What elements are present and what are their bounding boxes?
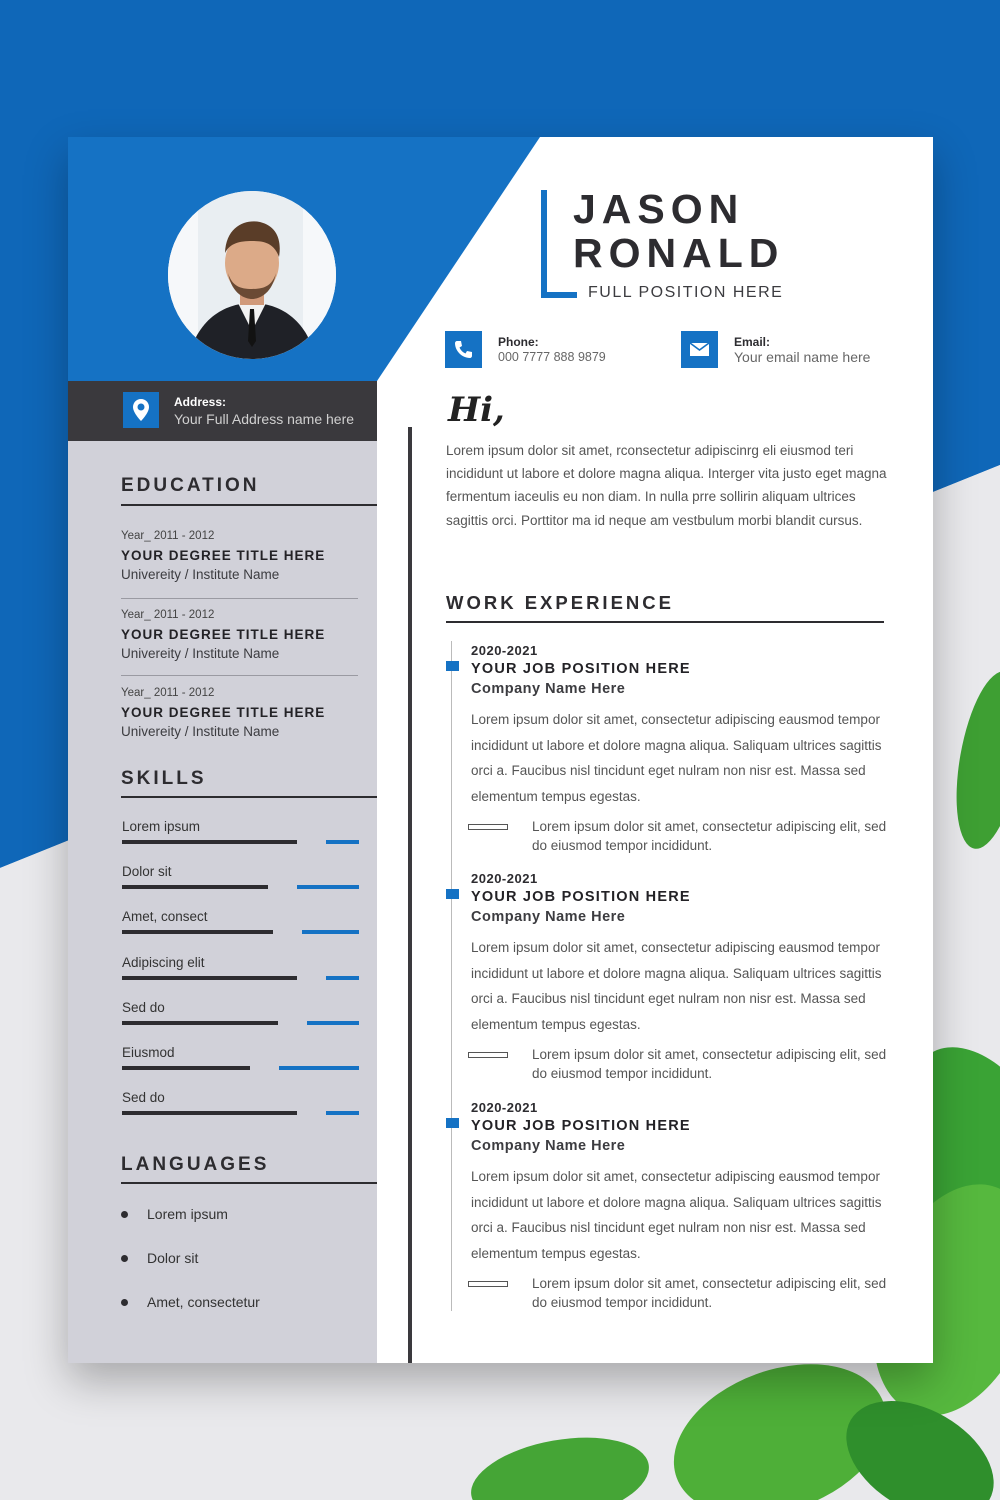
education-item bbox=[121, 526, 361, 584]
timeline-marker bbox=[446, 889, 459, 899]
job-title: YOUR JOB POSITION HERE bbox=[471, 889, 691, 905]
job-date: 2020-2021 bbox=[471, 871, 538, 886]
job-note-text: Lorem ipsum dolor sit amet, consectetur adipiscing elit, sed do eiusmod tempor incididunt. bbox=[532, 818, 887, 854]
education-institute: Univereity / Institute Name bbox=[121, 646, 280, 661]
timeline-line bbox=[451, 641, 452, 1311]
skill-row bbox=[121, 955, 361, 989]
phone-icon bbox=[445, 331, 482, 368]
address-bar bbox=[68, 381, 377, 441]
languages-title: LANGUAGES bbox=[121, 1154, 270, 1175]
skill-name: Dolor sit bbox=[122, 864, 172, 880]
skill-name: Adipiscing elit bbox=[122, 954, 205, 970]
job-entry bbox=[471, 870, 896, 1084]
language-item bbox=[121, 1206, 228, 1222]
job-note-text: Lorem ipsum dolor sit amet, consectetur adipiscing elit, sed do eiusmod tempor incididunt. bbox=[532, 1046, 887, 1082]
intro-text: Lorem ipsum dolor sit amet, rconsectetur adipiscinrg eli eiusmod teri incididunt ut labore et dolore magna aliqua. Interger vita justo eget magna fermentum iaceulis eu non diam. In nulla prre sollirin aliquam ultrices sagittis orci. Porttitor ma id neque am vestbulum morbi blandit cursus. bbox=[446, 443, 887, 528]
language-label: Dolor sit bbox=[147, 1250, 199, 1266]
portrait-photo-icon bbox=[168, 191, 336, 359]
job-note bbox=[471, 817, 896, 856]
language-item bbox=[121, 1250, 198, 1266]
phone-value: 000 7777 888 9879 bbox=[498, 350, 606, 364]
name-bracket bbox=[541, 190, 577, 298]
languages-rule bbox=[121, 1182, 377, 1184]
person-name bbox=[573, 187, 784, 275]
last-name: RONALD bbox=[573, 230, 785, 276]
skill-accent-bar bbox=[302, 930, 359, 934]
greeting: Hi, bbox=[448, 390, 505, 430]
job-title: YOUR JOB POSITION HERE bbox=[471, 661, 691, 677]
skill-row bbox=[121, 1045, 361, 1079]
address-label: Address: bbox=[174, 395, 227, 409]
skills-rule bbox=[121, 796, 377, 798]
bar-icon bbox=[468, 1052, 508, 1058]
language-label: Amet, consectetur bbox=[147, 1294, 260, 1310]
skill-bar bbox=[122, 1021, 278, 1025]
skill-bar bbox=[122, 930, 273, 934]
skill-accent-bar bbox=[307, 1021, 359, 1025]
language-item bbox=[121, 1294, 260, 1310]
job-note bbox=[471, 1274, 896, 1313]
skill-row bbox=[121, 819, 361, 853]
job-entry bbox=[471, 642, 896, 856]
location-pin-icon bbox=[123, 392, 159, 428]
skill-name: Sed do bbox=[122, 1090, 165, 1106]
first-name: JASON bbox=[573, 186, 745, 232]
skill-name: Sed do bbox=[122, 999, 165, 1015]
bullet-icon bbox=[121, 1255, 128, 1262]
language-label: Lorem ipsum bbox=[147, 1206, 228, 1222]
job-note bbox=[471, 1045, 896, 1084]
skill-row bbox=[121, 1090, 361, 1124]
education-divider bbox=[121, 675, 358, 676]
work-experience-rule bbox=[446, 621, 884, 623]
bar-icon bbox=[468, 1281, 508, 1287]
job-date: 2020-2021 bbox=[471, 1100, 538, 1115]
address-value: Your Full Address name here bbox=[174, 411, 355, 427]
email-label: Email: bbox=[734, 335, 771, 349]
column-divider bbox=[408, 427, 412, 1363]
skill-accent-bar bbox=[297, 885, 359, 889]
education-degree: YOUR DEGREE TITLE HERE bbox=[121, 548, 326, 563]
skill-name: Lorem ipsum bbox=[122, 819, 201, 834]
envelope-icon bbox=[681, 331, 718, 368]
bullet-icon bbox=[121, 1211, 128, 1218]
bar-icon bbox=[468, 824, 508, 830]
skill-bar bbox=[122, 885, 268, 889]
bullet-icon bbox=[121, 1299, 128, 1306]
skill-bar bbox=[122, 840, 297, 844]
timeline-marker bbox=[446, 661, 459, 671]
resume-page bbox=[68, 137, 933, 1363]
phone-label: Phone: bbox=[498, 335, 539, 349]
education-item bbox=[121, 683, 361, 741]
email-value: Your email name here bbox=[734, 349, 871, 365]
education-institute: Univereity / Institute Name bbox=[121, 567, 280, 582]
job-description: Lorem ipsum dolor sit amet, consectetur adipiscing eausmod tempor incididunt ut labore et dolore magna aliqua. Saliquam ultrices sagittis orci a. Faucibus nisl tincidunt eget nulram non nisr est. Massa sed elementum tempus egestas. bbox=[471, 940, 882, 1033]
job-entry bbox=[471, 1099, 896, 1313]
education-degree: YOUR DEGREE TITLE HERE bbox=[121, 627, 326, 642]
timeline-marker bbox=[446, 1118, 459, 1128]
work-experience-title: WORK EXPERIENCE bbox=[446, 592, 674, 613]
skill-accent-bar bbox=[326, 976, 359, 980]
skill-name: Eiusmod bbox=[122, 1045, 175, 1060]
company-name: Company Name Here bbox=[471, 1138, 626, 1154]
job-date: 2020-2021 bbox=[471, 643, 538, 658]
education-title: EDUCATION bbox=[121, 475, 260, 496]
skill-bar bbox=[122, 1066, 250, 1070]
education-year: Year_ 2011 - 2012 bbox=[121, 530, 215, 542]
skills-title: SKILLS bbox=[121, 768, 207, 789]
company-name: Company Name Here bbox=[471, 909, 626, 925]
job-description: Lorem ipsum dolor sit amet, consectetur adipiscing eausmod tempor incididunt ut labore et dolore magna aliqua. Saliquam ultrices sagittis orci a. Faucibus nisl tincidunt eget nulram non nisr est. Massa sed elementum tempus egestas. bbox=[471, 1169, 882, 1262]
job-title: YOUR JOB POSITION HERE bbox=[471, 1118, 691, 1134]
job-description: Lorem ipsum dolor sit amet, consectetur adipiscing eausmod tempor incididunt ut labore et dolore magna aliqua. Saliquam ultrices sagittis orci a. Faucibus nisl tincidunt eget nulram non nisr est. Massa sed elementum tempus egestas. bbox=[471, 712, 882, 805]
education-year: Year_ 2011 - 2012 bbox=[121, 609, 215, 621]
profile-photo bbox=[168, 191, 336, 359]
skill-accent-bar bbox=[279, 1066, 359, 1070]
education-item bbox=[121, 605, 361, 663]
skill-row bbox=[121, 909, 361, 943]
education-rule bbox=[121, 504, 377, 506]
skill-bar bbox=[122, 1111, 297, 1115]
skill-row bbox=[121, 1000, 361, 1034]
education-year: Year_ 2011 - 2012 bbox=[121, 687, 215, 699]
skill-accent-bar bbox=[326, 1111, 359, 1115]
position-title: FULL POSITION HERE bbox=[588, 284, 784, 301]
skill-bar bbox=[122, 976, 297, 980]
education-degree: YOUR DEGREE TITLE HERE bbox=[121, 705, 326, 720]
job-note-text: Lorem ipsum dolor sit amet, consectetur adipiscing elit, sed do eiusmod tempor incididunt. bbox=[532, 1275, 887, 1311]
skill-name: Amet, consect bbox=[122, 909, 208, 925]
skill-row bbox=[121, 864, 361, 898]
company-name: Company Name Here bbox=[471, 681, 626, 697]
education-institute: Univereity / Institute Name bbox=[121, 724, 280, 739]
education-divider bbox=[121, 598, 358, 599]
skill-accent-bar bbox=[326, 840, 359, 844]
